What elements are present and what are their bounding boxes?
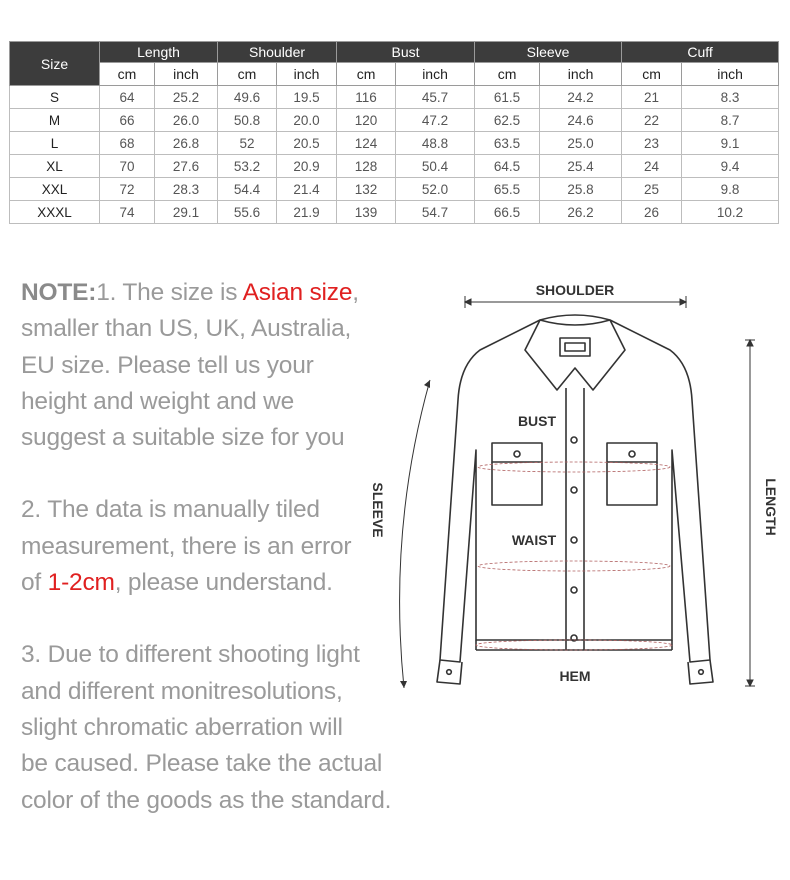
note-line: NOTE:1. The size is Asian size,	[21, 279, 359, 306]
table-row	[10, 178, 779, 201]
size-cell: XXL	[10, 178, 100, 201]
table-unit-header-row	[10, 63, 779, 86]
size-cell: XXXL	[10, 201, 100, 224]
note-line: EU size. Please tell us your	[21, 351, 314, 379]
table-cell: 24.6	[540, 109, 622, 132]
table-cell: 20.5	[277, 132, 337, 155]
table-cell: 29.1	[155, 201, 218, 224]
table-cell: 21.4	[277, 178, 337, 201]
table-cell: 25.2	[155, 86, 218, 109]
table-cell: 132	[337, 178, 396, 201]
table-cell: 68	[100, 132, 155, 155]
table-cell: 20.9	[277, 155, 337, 178]
bust-header: Bust	[337, 42, 475, 63]
note-line: measurement, there is an error	[21, 532, 352, 560]
size-cell: L	[10, 132, 100, 155]
table-cell: 25.4	[540, 155, 622, 178]
table-cell: 26.0	[155, 109, 218, 132]
unit-header: inch	[540, 63, 622, 86]
table-cell: 64	[100, 86, 155, 109]
table-cell: 72	[100, 178, 155, 201]
note-heading: NOTE:	[21, 279, 97, 306]
size-header: Size	[10, 42, 100, 86]
unit-header: inch	[682, 63, 779, 86]
table-cell: 25.0	[540, 132, 622, 155]
table-cell: 64.5	[475, 155, 540, 178]
table-cell: 21.9	[277, 201, 337, 224]
cuff-header: Cuff	[622, 42, 779, 63]
table-group-header-row	[10, 42, 779, 63]
table-row	[10, 86, 779, 109]
table-cell: 128	[337, 155, 396, 178]
table-cell: 19.5	[277, 86, 337, 109]
length-label: LENGTH	[763, 478, 779, 536]
table-cell: 139	[337, 201, 396, 224]
size-cell: M	[10, 109, 100, 132]
table-cell: 66	[100, 109, 155, 132]
table-row	[10, 132, 779, 155]
table-cell: 20.0	[277, 109, 337, 132]
sleeve-header: Sleeve	[475, 42, 622, 63]
table-cell: 61.5	[475, 86, 540, 109]
unit-header: inch	[396, 63, 475, 86]
shoulder-label: SHOULDER	[535, 282, 615, 298]
table-cell: 8.3	[682, 86, 779, 109]
waist-label: WAIST	[511, 532, 557, 548]
unit-header: inch	[155, 63, 218, 86]
table-cell: 26	[622, 201, 682, 224]
measure-lines	[476, 462, 672, 650]
length-arrow	[745, 340, 755, 686]
unit-header: cm	[475, 63, 540, 86]
table-cell: 120	[337, 109, 396, 132]
note-line: be caused. Please take the actual	[21, 750, 383, 778]
table-cell: 54.4	[218, 178, 277, 201]
table-cell: 124	[337, 132, 396, 155]
table-cell: 22	[622, 109, 682, 132]
table-cell: 53.2	[218, 155, 277, 178]
table-cell: 52	[218, 132, 277, 155]
table-cell: 10.2	[682, 201, 779, 224]
note-line: and different monitresolutions,	[21, 677, 343, 705]
table-cell: 25	[622, 178, 682, 201]
table-row	[10, 201, 779, 224]
jacket-measurement-diagram	[370, 270, 790, 700]
note-line: height and weight and we	[21, 387, 295, 415]
bust-label: BUST	[517, 413, 557, 429]
table-cell: 9.4	[682, 155, 779, 178]
sleeve-arrow	[400, 380, 430, 688]
note-line: 3. Due to different shooting light	[21, 641, 360, 669]
table-row	[10, 109, 779, 132]
error-range-highlight: 1-2cm	[47, 569, 115, 597]
note-line: suggest a suitable size for you	[21, 424, 345, 452]
table-cell: 65.5	[475, 178, 540, 201]
size-cell: XL	[10, 155, 100, 178]
table-cell: 24.2	[540, 86, 622, 109]
table-cell: 26.2	[540, 201, 622, 224]
table-cell: 62.5	[475, 109, 540, 132]
size-cell: S	[10, 86, 100, 109]
table-cell: 63.5	[475, 132, 540, 155]
table-cell: 55.6	[218, 201, 277, 224]
asian-size-highlight: Asian size	[242, 279, 353, 306]
table-row	[10, 155, 779, 178]
table-cell: 52.0	[396, 178, 475, 201]
note-line: smaller than US, UK, Australia,	[21, 315, 352, 343]
note-line: color of the goods as the standard.	[21, 786, 392, 814]
note-line: of 1-2cm, please understand.	[21, 569, 333, 597]
table-cell: 49.6	[218, 86, 277, 109]
table-cell: 21	[622, 86, 682, 109]
table-cell: 27.6	[155, 155, 218, 178]
table-cell: 50.8	[218, 109, 277, 132]
length-header: Length	[100, 42, 218, 63]
size-note	[21, 275, 451, 819]
shoulder-header: Shoulder	[218, 42, 337, 63]
table-cell: 74	[100, 201, 155, 224]
note-line: slight chromatic aberration will	[21, 713, 343, 741]
table-cell: 24	[622, 155, 682, 178]
hem-label: HEM	[559, 668, 591, 684]
table-cell: 26.8	[155, 132, 218, 155]
table-cell: 45.7	[396, 86, 475, 109]
table-cell: 54.7	[396, 201, 475, 224]
sleeve-label: SLEEVE	[370, 482, 386, 538]
table-cell: 47.2	[396, 109, 475, 132]
table-cell: 28.3	[155, 178, 218, 201]
unit-header: cm	[337, 63, 396, 86]
unit-header: cm	[100, 63, 155, 86]
jacket-drawing	[437, 315, 713, 684]
table-cell: 9.1	[682, 132, 779, 155]
note-line: 2. The data is manually tiled	[21, 496, 320, 524]
table-cell: 8.7	[682, 109, 779, 132]
unit-header: cm	[622, 63, 682, 86]
unit-header: inch	[277, 63, 337, 86]
table-cell: 48.8	[396, 132, 475, 155]
table-cell: 50.4	[396, 155, 475, 178]
table-cell: 70	[100, 155, 155, 178]
table-cell: 23	[622, 132, 682, 155]
table-cell: 9.8	[682, 178, 779, 201]
table-cell: 66.5	[475, 201, 540, 224]
table-cell: 116	[337, 86, 396, 109]
table-cell: 25.8	[540, 178, 622, 201]
size-chart-table	[9, 41, 779, 224]
unit-header: cm	[218, 63, 277, 86]
